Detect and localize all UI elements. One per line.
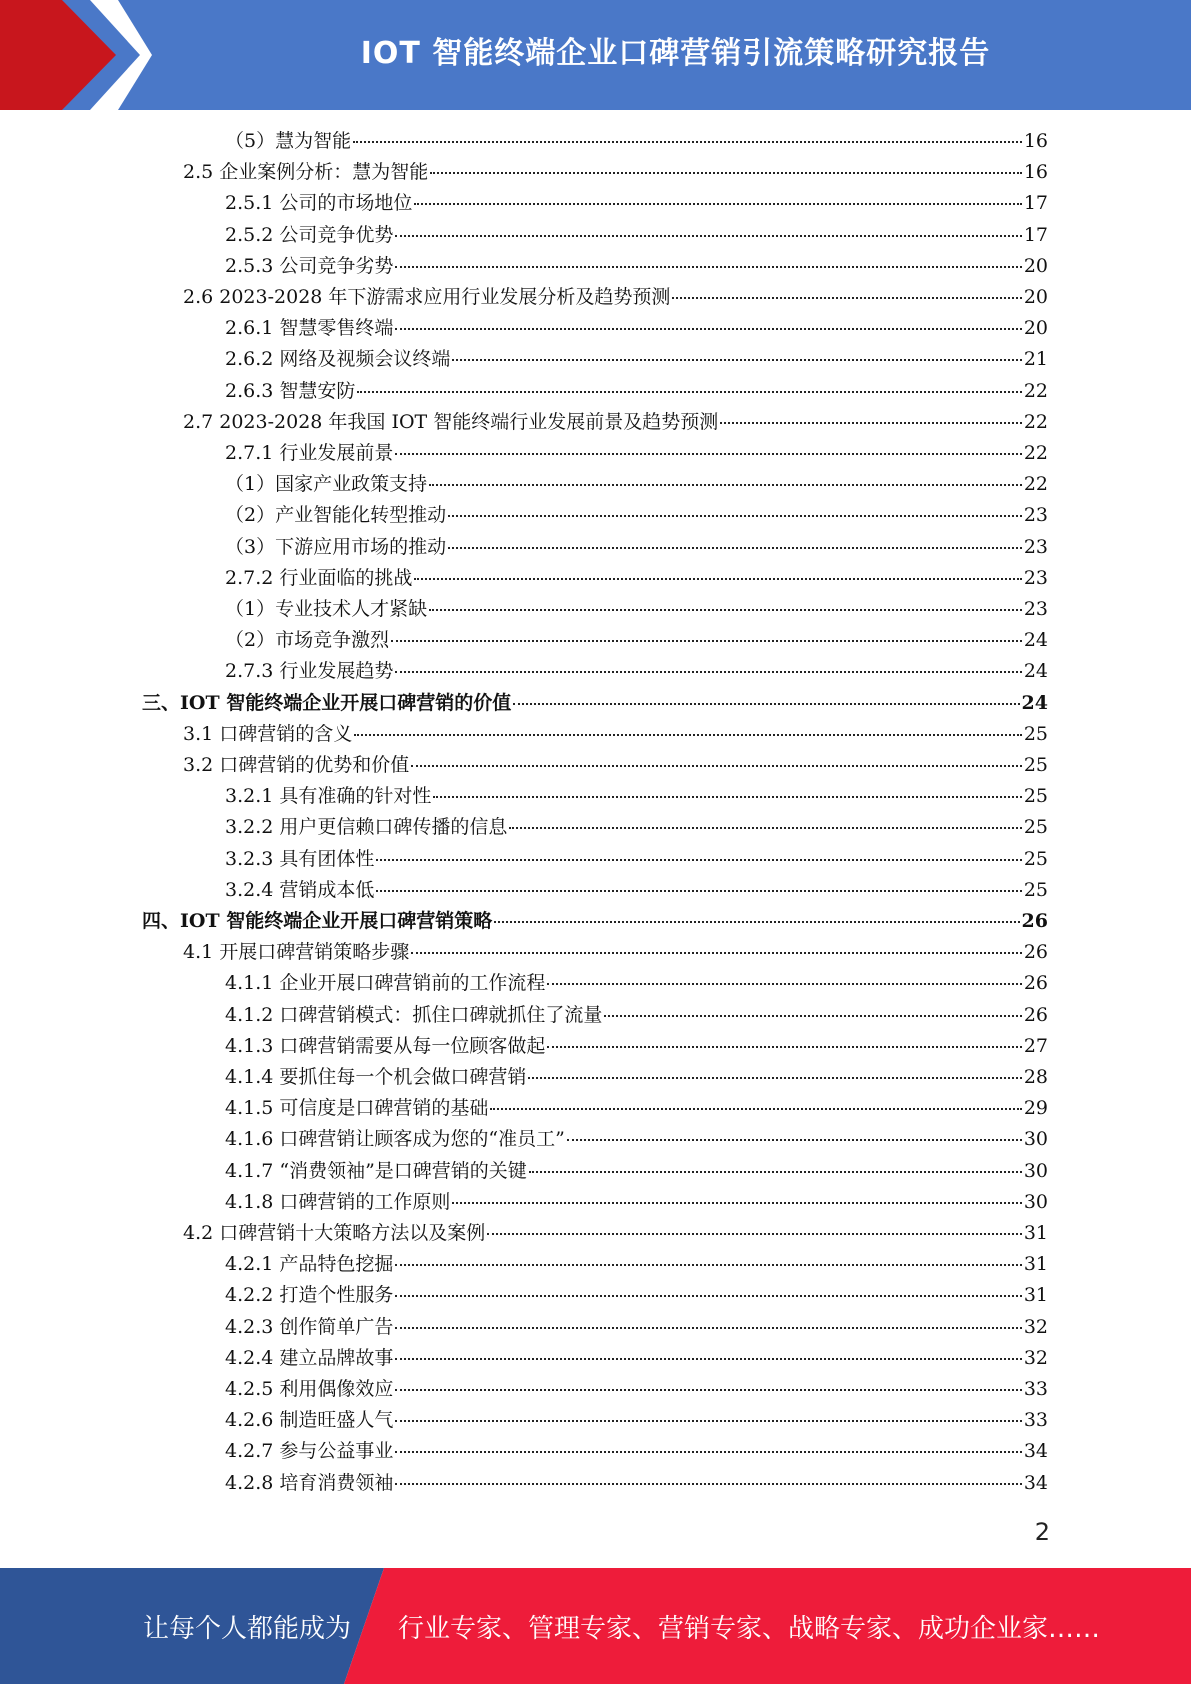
- toc-entry-page: 25: [1023, 816, 1048, 839]
- toc-dot-leader: [395, 1432, 1021, 1453]
- toc-dot-leader: [494, 902, 1019, 923]
- toc-entry-page: 25: [1023, 722, 1048, 745]
- toc-entry-title: 4.2.7 参与公益事业: [225, 1440, 394, 1463]
- toc-entry-title: 2.5.2 公司竞争优势: [225, 223, 394, 246]
- toc-entry-title: 四、IOT 智能终端企业开展口碑营销策略: [142, 910, 493, 932]
- toc-entry-page: 31: [1023, 1253, 1048, 1276]
- toc-dot-leader: [448, 528, 1022, 549]
- toc-entry-page: 20: [1023, 286, 1048, 308]
- toc-entry-title: 4.2.3 创作简单广告: [225, 1315, 394, 1338]
- toc-entry-page: 22: [1023, 442, 1048, 464]
- toc-entry-page: 29: [1023, 1097, 1048, 1120]
- toc-dot-leader: [528, 1058, 1021, 1079]
- toc-entry[interactable]: [225, 1249, 1048, 1279]
- toc-entry[interactable]: [225, 1000, 1048, 1030]
- toc-entry-title: 4.2.5 利用偶像效应: [225, 1378, 394, 1400]
- toc-entry-title: 3.2.3 具有团体性: [225, 847, 375, 870]
- toc-entry-title: 4.1.8 口碑营销的工作原则: [225, 1190, 451, 1213]
- footer-banner: [0, 1568, 1191, 1684]
- toc-dot-leader: [395, 1245, 1021, 1266]
- page-number: 2: [1034, 1518, 1050, 1546]
- toc-entry-title: 4.2.6 制造旺盛人气: [225, 1409, 394, 1432]
- toc-entry-title: 3.2.4 营销成本低: [225, 878, 375, 901]
- toc-entry[interactable]: [225, 500, 1048, 530]
- toc-entry[interactable]: [225, 1187, 1048, 1217]
- toc-entry-page: 30: [1023, 1190, 1048, 1213]
- toc-entry-page: 23: [1023, 504, 1048, 527]
- toc-entry-page: 32: [1023, 1346, 1048, 1369]
- toc-entry-page: 25: [1023, 785, 1048, 808]
- toc-entry-page: 24: [1021, 691, 1048, 714]
- toc-entry-title: 3.1 口碑营销的含义: [183, 722, 353, 745]
- toc-entry-page: 24: [1023, 629, 1048, 652]
- toc-entry[interactable]: [225, 844, 1048, 874]
- toc-dot-leader: [430, 153, 1022, 174]
- toc-dot-leader: [395, 652, 1021, 673]
- toc-dot-leader: [395, 1308, 1021, 1329]
- toc-entry-title: 2.7.1 行业发展前景: [225, 442, 394, 464]
- toc-entry[interactable]: [225, 1436, 1048, 1466]
- toc-entry[interactable]: [225, 1031, 1048, 1061]
- toc-entry-title: （2）市场竞争激烈: [225, 629, 390, 652]
- toc-entry[interactable]: [225, 812, 1048, 842]
- toc-entry-title: 4.1.7 “消费领袖”是口碑营销的关键: [225, 1159, 527, 1182]
- toc-entry-page: 17: [1023, 223, 1048, 246]
- toc-entry-title: 4.1.4 要抓住每一个机会做口碑营销: [225, 1066, 527, 1088]
- toc-dot-leader: [391, 621, 1022, 642]
- toc-entry-title: 4.1.5 可信度是口碑营销的基础: [225, 1097, 489, 1120]
- toc-dot-leader: [452, 340, 1021, 361]
- toc-entry[interactable]: [225, 1062, 1048, 1092]
- toc-entry[interactable]: [225, 1280, 1048, 1310]
- toc-entry-page: 25: [1023, 847, 1048, 870]
- toc-entry[interactable]: [225, 563, 1048, 593]
- toc-entry-page: 26: [1023, 941, 1048, 964]
- toc-entry-title: （2）产业智能化转型推动: [225, 504, 447, 527]
- report-title: IOT 智能终端企业口碑营销引流策略研究报告: [360, 36, 991, 71]
- toc-entry[interactable]: [225, 875, 1048, 905]
- toc-entry-title: 2.7.3 行业发展趋势: [225, 660, 394, 683]
- toc-dot-leader: [720, 403, 1022, 424]
- toc-entry-title: 4.2 口碑营销十大策略方法以及案例: [183, 1222, 486, 1244]
- toc-entry[interactable]: [225, 656, 1048, 686]
- toc-entry-page: 26: [1023, 972, 1048, 995]
- toc-entry[interactable]: [225, 1156, 1048, 1186]
- toc-dot-leader: [376, 840, 1021, 861]
- toc-entry-title: 2.5.3 公司竞争劣势: [225, 254, 394, 277]
- toc-entry-title: 4.2.1 产品特色挖掘: [225, 1253, 394, 1276]
- toc-dot-leader: [411, 933, 1022, 954]
- toc-dot-leader: [395, 247, 1021, 268]
- toc-entry[interactable]: [183, 750, 1048, 780]
- toc-entry-page: 31: [1023, 1284, 1048, 1307]
- toc-entry[interactable]: [142, 906, 1048, 936]
- toc-dot-leader: [513, 684, 1019, 705]
- toc-entry-title: 4.1.1 企业开展口碑营销前的工作流程: [225, 972, 546, 995]
- toc-dot-leader: [433, 777, 1021, 798]
- toc-entry-page: 16: [1023, 130, 1048, 152]
- toc-dot-leader: [547, 964, 1021, 985]
- toc-entry-title: 4.1.6 口碑营销让顾客成为您的“准员工”: [225, 1128, 565, 1151]
- toc-entry-page: 22: [1023, 473, 1048, 496]
- toc-entry-title: 3.2.2 用户更信赖口碑传播的信息: [225, 816, 508, 839]
- toc-entry-page: 21: [1023, 348, 1048, 371]
- toc-dot-leader: [567, 1120, 1022, 1141]
- toc-entry-page: 26: [1023, 1003, 1048, 1026]
- toc-entry-title: 2.7 2023-2028 年我国 IOT 智能终端行业发展前景及趋势预测: [183, 410, 719, 433]
- toc-entry-title: 2.5 企业案例分析：慧为智能: [183, 161, 429, 184]
- toc-entry-page: 30: [1023, 1159, 1048, 1182]
- toc-dot-leader: [490, 1089, 1021, 1110]
- toc-entry-title: 4.1.3 口碑营销需要从每一位顾客做起: [225, 1034, 546, 1057]
- toc-entry[interactable]: [225, 188, 1048, 218]
- toc-entry[interactable]: [225, 1468, 1048, 1498]
- toc-entry-title: 4.1 开展口碑营销策略步骤: [183, 941, 410, 964]
- toc-dot-leader: [547, 1027, 1021, 1048]
- toc-entry[interactable]: [225, 781, 1048, 811]
- toc-dot-leader: [411, 746, 1022, 767]
- toc-entry-title: （3）下游应用市场的推动: [225, 535, 447, 558]
- toc-entry[interactable]: [225, 1343, 1048, 1373]
- toc-entry[interactable]: [225, 1124, 1048, 1154]
- toc-dot-leader: [395, 1370, 1021, 1391]
- toc-dot-leader: [354, 715, 1022, 736]
- toc-entry[interactable]: [225, 469, 1048, 499]
- toc-entry-page: 32: [1023, 1315, 1048, 1338]
- toc-entry-title: 2.5.1 公司的市场地位: [225, 192, 413, 215]
- toc-entry-page: 33: [1023, 1409, 1048, 1432]
- toc-entry-title: 3.2.1 具有准确的针对性: [225, 785, 432, 808]
- toc-entry[interactable]: [183, 157, 1048, 187]
- toc-dot-leader: [395, 1276, 1021, 1297]
- toc-dot-leader: [529, 1152, 1022, 1173]
- toc-entry-title: 2.6 2023-2028 年下游需求应用行业发展分析及趋势预测: [183, 286, 671, 308]
- toc-entry-page: 25: [1023, 878, 1048, 901]
- toc-entry-title: 4.2.2 打造个性服务: [225, 1284, 394, 1307]
- toc-entry-page: 22: [1023, 410, 1048, 433]
- toc-entry-page: 28: [1023, 1066, 1048, 1088]
- toc-entry-page: 30: [1023, 1128, 1048, 1151]
- toc-dot-leader: [395, 309, 1021, 330]
- toc-dot-leader: [353, 122, 1022, 143]
- toc-entry-page: 16: [1023, 161, 1048, 184]
- toc-dot-leader: [395, 1339, 1021, 1360]
- toc-entry-page: 20: [1023, 254, 1048, 277]
- toc-dot-leader: [395, 434, 1021, 455]
- toc-entry[interactable]: [183, 407, 1048, 437]
- toc-entry-title: （5）慧为智能: [225, 130, 352, 152]
- toc-entry[interactable]: [225, 220, 1048, 250]
- toc-dot-leader: [395, 1464, 1021, 1485]
- toc-entry[interactable]: [225, 1093, 1048, 1123]
- toc-dot-leader: [452, 1183, 1021, 1204]
- toc-entry[interactable]: [225, 968, 1048, 998]
- toc-entry-title: （1）国家产业政策支持: [225, 473, 428, 496]
- toc-dot-leader: [604, 996, 1021, 1017]
- toc-entry-page: 17: [1023, 192, 1048, 215]
- toc-entry-title: 4.2.4 建立品牌故事: [225, 1346, 394, 1369]
- toc-entry[interactable]: [225, 126, 1048, 156]
- toc-dot-leader: [429, 465, 1022, 486]
- toc-entry[interactable]: [183, 1218, 1048, 1248]
- toc-entry-page: 23: [1023, 598, 1048, 620]
- toc-entry[interactable]: [225, 1374, 1048, 1404]
- toc-entry[interactable]: [225, 313, 1048, 343]
- toc-entry-title: 2.7.2 行业面临的挑战: [225, 566, 413, 589]
- toc-entry[interactable]: [225, 1405, 1048, 1435]
- toc-entry[interactable]: [183, 719, 1048, 749]
- toc-entry-page: 22: [1023, 379, 1048, 402]
- toc-entry-page: 34: [1023, 1440, 1048, 1463]
- toc-entry[interactable]: [142, 688, 1048, 718]
- toc-entry[interactable]: [225, 344, 1048, 374]
- toc-dot-leader: [414, 559, 1021, 580]
- toc-dot-leader: [509, 808, 1021, 829]
- toc-entry[interactable]: [225, 532, 1048, 562]
- toc-dot-leader: [357, 372, 1021, 393]
- toc-entry-page: 24: [1023, 660, 1048, 683]
- toc-entry-title: 2.6.3 智慧安防: [225, 379, 356, 402]
- toc-dot-leader: [376, 871, 1021, 892]
- toc-entry[interactable]: [225, 625, 1048, 655]
- header-banner: [0, 0, 1191, 110]
- footer-slogan: 让每个人都能成为: [143, 1614, 352, 1644]
- toc-entry-title: 3.2 口碑营销的优势和价值: [183, 754, 410, 776]
- toc-entry-page: 31: [1023, 1222, 1048, 1244]
- toc-entry-page: 26: [1021, 910, 1048, 932]
- toc-entry[interactable]: [183, 282, 1048, 312]
- toc-entry-page: 34: [1023, 1471, 1048, 1494]
- toc-entry[interactable]: [225, 376, 1048, 406]
- toc-entry-title: 2.6.2 网络及视频会议终端: [225, 348, 451, 371]
- toc-entry-title: 2.6.1 智慧零售终端: [225, 317, 394, 340]
- toc-entry-page: 23: [1023, 566, 1048, 589]
- toc-dot-leader: [487, 1214, 1022, 1235]
- toc-entry-title: 4.1.2 口碑营销模式：抓住口碑就抓住了流量: [225, 1003, 603, 1026]
- toc-entry-page: 33: [1023, 1378, 1048, 1400]
- toc-dot-leader: [395, 1401, 1021, 1422]
- toc-entry-page: 25: [1023, 754, 1048, 776]
- toc-dot-leader: [672, 278, 1021, 299]
- toc-entry-page: 23: [1023, 535, 1048, 558]
- toc-entry-title: 三、IOT 智能终端企业开展口碑营销的价值: [142, 691, 512, 714]
- toc-dot-leader: [448, 496, 1022, 517]
- toc-dot-leader: [395, 216, 1021, 237]
- toc-entry-title: （1）专业技术人才紧缺: [225, 598, 428, 620]
- toc-entry[interactable]: [225, 251, 1048, 281]
- toc-dot-leader: [414, 184, 1021, 205]
- toc-entry[interactable]: [225, 594, 1048, 624]
- toc-entry-page: 27: [1023, 1034, 1048, 1057]
- toc-entry-title: 4.2.8 培育消费领袖: [225, 1471, 394, 1494]
- toc-entry[interactable]: [183, 937, 1048, 967]
- toc-entry[interactable]: [225, 438, 1048, 468]
- toc-dot-leader: [429, 590, 1022, 611]
- toc-entry-page: 20: [1023, 317, 1048, 340]
- footer-professions: 行业专家、管理专家、营销专家、战略专家、成功企业家……: [398, 1614, 1101, 1644]
- toc-entry[interactable]: [225, 1312, 1048, 1342]
